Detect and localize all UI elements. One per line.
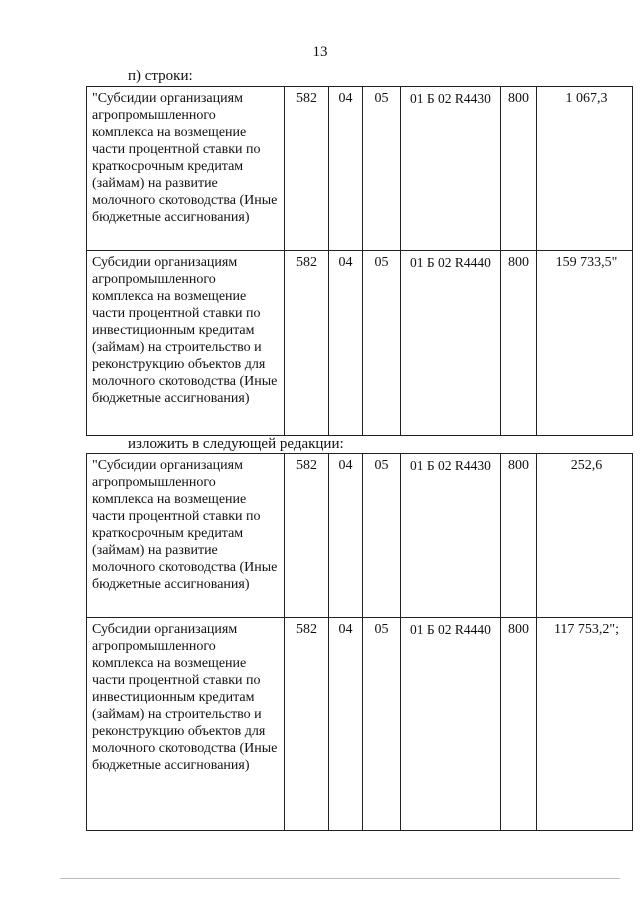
target-code: 01 Б 02 R4430 [401, 87, 501, 251]
table-row [87, 251, 633, 436]
row-description: "Субсидии организациям агропромышленного комплекса на возмещение части процентной ставки по краткосрочным кредитам (займам) на развитие молочного скотоводства (Иные бюджетные ассигнования) [87, 454, 285, 618]
section-intro: п) строки: [128, 68, 193, 84]
page-number: 13 [312, 44, 328, 60]
section-code: 04 [329, 618, 363, 831]
subsection-code: 05 [363, 618, 401, 831]
expense-type-code: 800 [501, 87, 537, 251]
row-description: "Субсидии организациям агропромышленного комплекса на возмещение части процентной ставки по краткосрочным кредитам (займам) на развитие молочного скотоводства (Иные бюджетные ассигнования) [87, 87, 285, 251]
table-row [87, 87, 633, 251]
ministry-code: 582 [285, 87, 329, 251]
amount-value: 252,6 [537, 454, 633, 618]
table-row [87, 618, 633, 831]
ministry-code: 582 [285, 251, 329, 436]
subsection-code: 05 [363, 454, 401, 618]
section-code: 04 [329, 251, 363, 436]
subsection-code: 05 [363, 251, 401, 436]
expense-type-code: 800 [501, 454, 537, 618]
amount-value: 1 067,3 [537, 87, 633, 251]
target-code: 01 Б 02 R4430 [401, 454, 501, 618]
ministry-code: 582 [285, 454, 329, 618]
expense-type-code: 800 [501, 618, 537, 831]
amount-value: 117 753,2"; [537, 618, 633, 831]
expense-type-code: 800 [501, 251, 537, 436]
subsection-code: 05 [363, 87, 401, 251]
new-rows-table [86, 453, 633, 831]
target-code: 01 Б 02 R4440 [401, 251, 501, 436]
replace-intro: изложить в следующей редакции: [128, 436, 344, 452]
row-description: Субсидии организациям агропромышленного комплекса на возмещение части процентной ставки по инвестиционным кредитам (займам) на строительство и реконструкцию объектов для молочного скотоводства (Иные бюджетные ассигнования) [87, 251, 285, 436]
row-description: Субсидии организациям агропромышленного комплекса на возмещение части процентной ставки по инвестиционным кредитам (займам) на строительство и реконструкцию объектов для молочного скотоводства (Иные бюджетные ассигнования) [87, 618, 285, 831]
old-rows-table [86, 86, 633, 436]
amount-value: 159 733,5" [537, 251, 633, 436]
target-code: 01 Б 02 R4440 [401, 618, 501, 831]
scan-divider [60, 878, 620, 879]
table-row [87, 454, 633, 618]
ministry-code: 582 [285, 618, 329, 831]
section-code: 04 [329, 454, 363, 618]
section-code: 04 [329, 87, 363, 251]
